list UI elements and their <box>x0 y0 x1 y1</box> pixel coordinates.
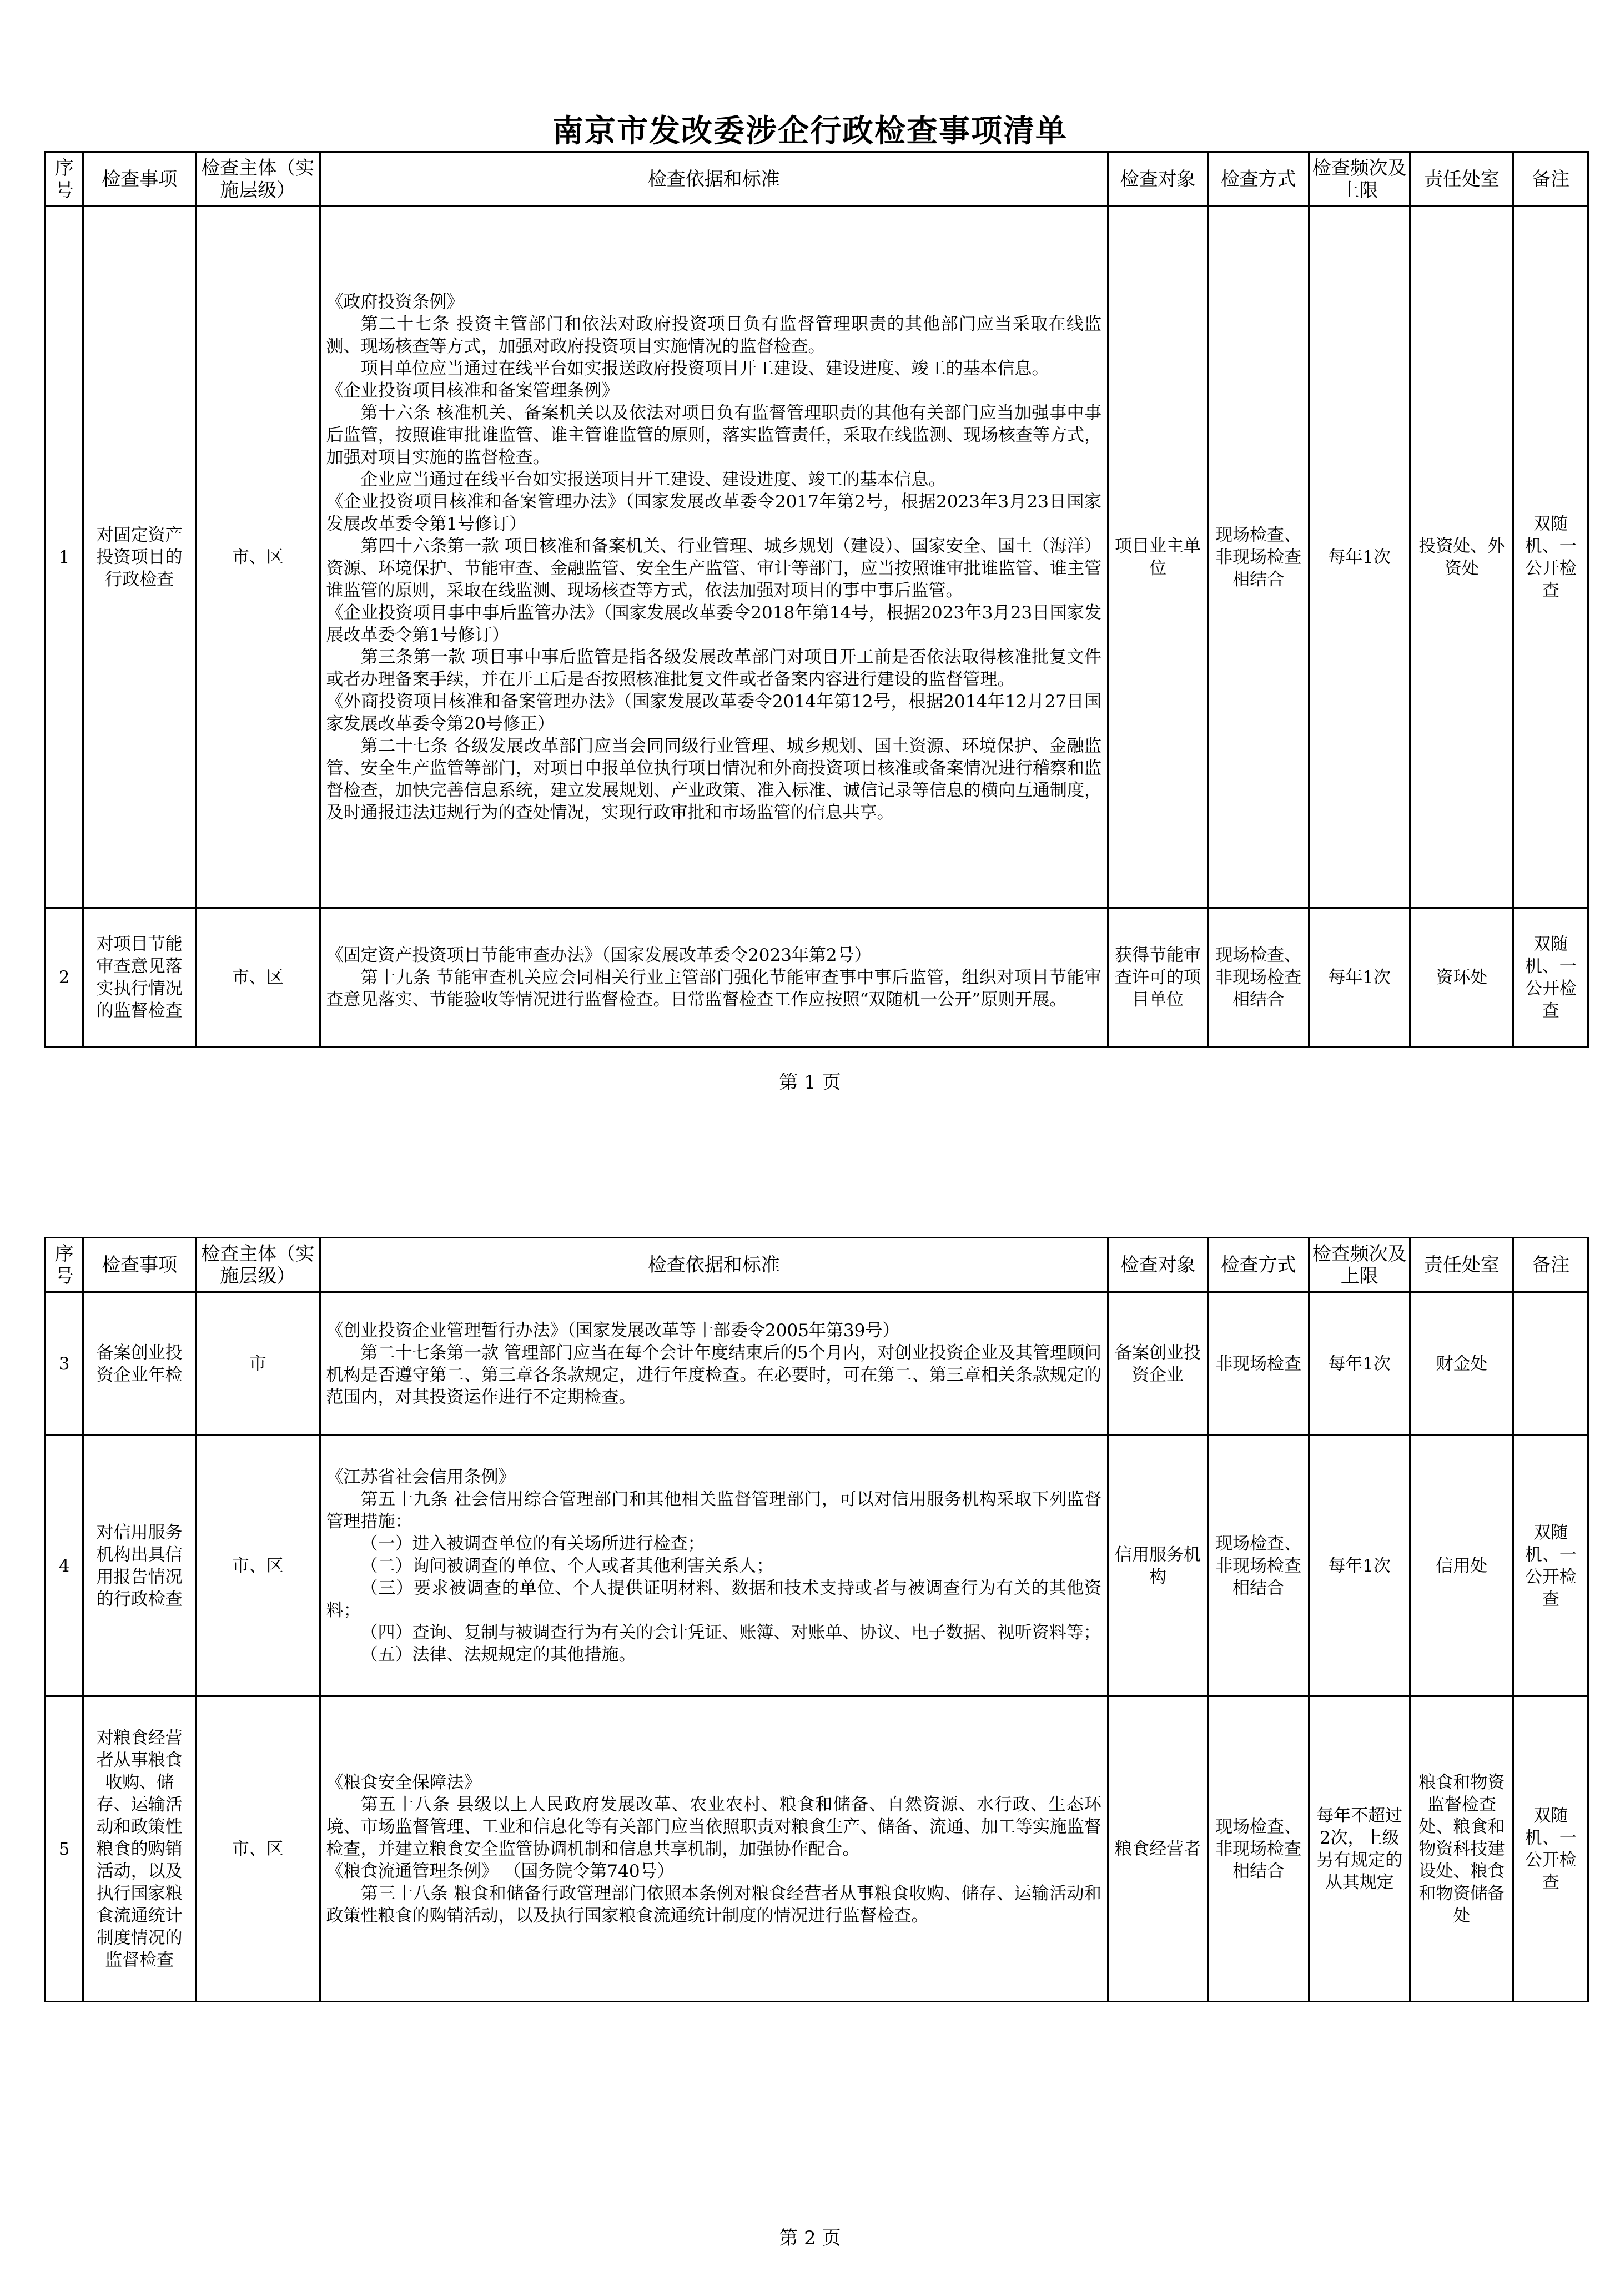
basis-clause: 企业应当通过在线平台如实报送项目开工建设、建设进度、竣工的基本信息。 <box>360 469 946 490</box>
header-note: 备注 <box>1513 1238 1588 1292</box>
row-freq: 每年1次 <box>1309 1436 1410 1696</box>
basis-source: 《企业投资项目事中事后监管办法》（国家发展改革委令2018年第14号，根据2023年3月23日国家发展改革委令第1号修订） <box>326 602 1102 645</box>
basis-clause: 第二十七条 各级发展改革部门应当会同同级行业管理、城乡规划、国土资源、环境保护、金融监管、安全生产监管等部门，对项目申报单位执行项目情况和外商投资项目核准或备案情况进行稽察和监督检查，加快完善信息系统，建立发展规划、产业政策、准入标准、诚信记录等信息的横向互通制度，及时通报违法违规行为的查处情况，实现行政审批和市场监管的信息共享。 <box>326 736 1102 823</box>
basis-source: 《企业投资项目核准和备案管理办法》（国家发展改革委令2017年第2号，根据2023年3月23日国家发展改革委令第1号修订） <box>326 491 1102 534</box>
basis-clause: （三）要求被调查的单位、个人提供证明材料、数据和技术支持或者与被调查行为有关的其他资料； <box>326 1578 1102 1620</box>
basis-source: 《粮食流通管理条例》 （国务院令第740号） <box>326 1861 675 1881</box>
header-row <box>46 1238 1588 1292</box>
header-method: 检查方式 <box>1208 152 1309 207</box>
row-note: 双随机、一公开检查 <box>1513 1696 1588 2002</box>
row-note: 双随机、一公开检查 <box>1513 207 1588 908</box>
row-method: 现场检查、非现场检查相结合 <box>1208 1696 1309 2002</box>
row-item: 对信用服务机构出具信用报告情况的行政检查 <box>83 1436 196 1696</box>
row-subject: 市、区 <box>196 908 320 1047</box>
row-basis <box>320 908 1108 1047</box>
row-basis <box>320 1696 1108 2002</box>
row-seq: 4 <box>46 1436 83 1696</box>
page-number: 第 2 页 <box>779 2227 841 2249</box>
row-object: 备案创业投资企业 <box>1108 1292 1208 1436</box>
row-note <box>1513 1292 1588 1436</box>
basis-source: 《江苏省社会信用条例》 <box>326 1467 516 1487</box>
row-subject: 市、区 <box>196 1436 320 1696</box>
row-note: 双随机、一公开检查 <box>1513 908 1588 1047</box>
basis-clause: （一）进入被调查单位的有关场所进行检查； <box>360 1533 705 1554</box>
header-subject: 检查主体（实施层级） <box>196 152 320 207</box>
table-row <box>46 207 1588 908</box>
row-method: 现场检查、非现场检查相结合 <box>1208 1436 1309 1696</box>
basis-source: 《外商投资项目核准和备案管理办法》（国家发展改革委令2014年第12号，根据2014年12月27日国家发展改革委令第20号修正） <box>326 691 1102 734</box>
inspection-table-page-1 <box>44 151 1589 1048</box>
row-object: 信用服务机构 <box>1108 1436 1208 1696</box>
row-item: 备案创业投资企业年检 <box>83 1292 196 1436</box>
header-seq: 序号 <box>46 152 83 207</box>
row-seq: 5 <box>46 1696 83 2002</box>
basis-clause: 第三条第一款 项目事中事后监管是指各级发展改革部门对项目开工前是否依法取得核准批复文件或者办理备案手续，并在开工后是否按照核准批复文件或者备案内容进行建设的监督管理。 <box>326 647 1102 689</box>
basis-clause: （二）询问被调查的单位、个人或者其他利害关系人； <box>360 1555 774 1576</box>
basis-clause: 第五十八条 县级以上人民政府发展改革、农业农村、粮食和储备、自然资源、水行政、生态环境、市场监督管理、工业和信息化等有关部门应当依照职责对粮食生产、储备、流通、加工等实施监督检查，并建立粮食安全监管协调机制和信息共享机制，加强协作配合。 <box>326 1794 1102 1859</box>
basis-clause: 第二十七条第一款 管理部门应当在每个会计年度结束后的5个月内，对创业投资企业及其管理顾问机构是否遵守第二、第三章各条款规定，进行年度检查。在必要时，可在第二、第三章相关条款规定的范围内，对其投资运作进行不定期检查。 <box>326 1342 1102 1407</box>
basis-clause: 第十六条 核准机关、备案机关以及依法对项目负有监督管理职责的其他有关部门应当加强事中事后监管，按照谁审批谁监管、谁主管谁监管的原则，落实监管责任，采取在线监测、现场核查等方式，加强对项目实施的监督检查。 <box>326 402 1102 467</box>
header-note: 备注 <box>1513 152 1588 207</box>
page-number: 第 1 页 <box>779 1071 841 1094</box>
row-object: 获得节能审查许可的项目单位 <box>1108 908 1208 1047</box>
row-freq: 每年1次 <box>1309 1292 1410 1436</box>
header-subject: 检查主体（实施层级） <box>196 1238 320 1292</box>
header-item: 检查事项 <box>83 152 196 207</box>
table-row <box>46 1436 1588 1696</box>
header-basis: 检查依据和标准 <box>320 152 1108 207</box>
basis-source: 《粮食安全保障法》 <box>326 1772 481 1793</box>
row-dept: 信用处 <box>1410 1436 1513 1696</box>
row-method: 非现场检查 <box>1208 1292 1309 1436</box>
row-freq: 每年不超过2次，上级另有规定的从其规定 <box>1309 1696 1410 2002</box>
basis-clause: （五）法律、法规规定的其他措施。 <box>360 1644 636 1665</box>
row-seq: 3 <box>46 1292 83 1436</box>
row-method: 现场检查、非现场检查相结合 <box>1208 207 1309 908</box>
basis-clause: 第二十七条 投资主管部门和依法对政府投资项目负有监督管理职责的其他部门应当采取在线监测、现场核查等方式，加强对政府投资项目实施情况的监督检查。 <box>326 314 1102 356</box>
row-item: 对固定资产投资项目的行政检查 <box>83 207 196 908</box>
header-dept: 责任处室 <box>1410 1238 1513 1292</box>
row-dept: 资环处 <box>1410 908 1513 1047</box>
row-object: 粮食经营者 <box>1108 1696 1208 2002</box>
row-note: 双随机、一公开检查 <box>1513 1436 1588 1696</box>
basis-source: 《企业投资项目核准和备案管理条例》 <box>326 380 619 401</box>
row-freq: 每年1次 <box>1309 908 1410 1047</box>
row-subject: 市 <box>196 1292 320 1436</box>
table-row <box>46 908 1588 1047</box>
table-row <box>46 1696 1588 2002</box>
basis-clause: 第四十六条第一款 项目核准和备案机关、行业管理、城乡规划（建设）、国家安全、国土（海洋）资源、环境保护、节能审查、金融监管、安全生产监管、审计等部门，应当按照谁审批谁监管、谁主管谁监管的原则，采取在线监测、现场核查等方式，依法加强对项目的事中事后监管。 <box>326 536 1102 601</box>
header-row <box>46 152 1588 207</box>
basis-clause: 第三十八条 粮食和储备行政管理部门依照本条例对粮食经营者从事粮食收购、储存、运输活动和政策性粮食的购销活动，以及执行国家粮食流通统计制度的情况进行监督检查。 <box>326 1883 1102 1926</box>
basis-source: 《政府投资条例》 <box>326 291 464 312</box>
row-object: 项目业主单位 <box>1108 207 1208 908</box>
row-seq: 2 <box>46 908 83 1047</box>
basis-clause: 第十九条 节能审查机关应会同相关行业主管部门强化节能审查事中事后监管，组织对项目节能审查意见落实、节能验收等情况进行监督检查。日常监督检查工作应按照“双随机一公开”原则开展。 <box>326 967 1102 1010</box>
header-basis: 检查依据和标准 <box>320 1238 1108 1292</box>
header-item: 检查事项 <box>83 1238 196 1292</box>
basis-clause: 第五十九条 社会信用综合管理部门和其他相关监督管理部门，可以对信用服务机构采取下列监督管理措施： <box>326 1489 1102 1532</box>
header-freq: 检查频次及上限 <box>1309 152 1410 207</box>
row-dept: 财金处 <box>1410 1292 1513 1436</box>
header-freq: 检查频次及上限 <box>1309 1238 1410 1292</box>
row-method: 现场检查、非现场检查相结合 <box>1208 908 1309 1047</box>
row-freq: 每年1次 <box>1309 207 1410 908</box>
row-subject: 市、区 <box>196 1696 320 2002</box>
row-item: 对粮食经营者从事粮食收购、储存、运输活动和政策性粮食的购销活动，以及执行国家粮食流通统计制度情况的监督检查 <box>83 1696 196 2002</box>
row-seq: 1 <box>46 207 83 908</box>
row-basis <box>320 1292 1108 1436</box>
table-row <box>46 1292 1588 1436</box>
document-title: 南京市发改委涉企行政检查事项清单 <box>552 113 1068 149</box>
header-object: 检查对象 <box>1108 152 1208 207</box>
header-dept: 责任处室 <box>1410 152 1513 207</box>
header-object: 检查对象 <box>1108 1238 1208 1292</box>
row-item: 对项目节能审查意见落实执行情况的监督检查 <box>83 908 196 1047</box>
row-basis <box>320 1436 1108 1696</box>
row-subject: 市、区 <box>196 207 320 908</box>
row-dept: 粮食和物资监督检查处、粮食和物资科技建设处、粮食和物资储备处 <box>1410 1696 1513 2002</box>
inspection-table-page-2 <box>44 1237 1589 2002</box>
header-method: 检查方式 <box>1208 1238 1309 1292</box>
basis-source: 《固定资产投资项目节能审查办法》（国家发展改革委令2023年第2号） <box>326 945 872 965</box>
basis-clause: 项目单位应当通过在线平台如实报送政府投资项目开工建设、建设进度、竣工的基本信息。 <box>360 358 1049 379</box>
basis-source: 《创业投资企业管理暂行办法》（国家发展改革等十部委令2005年第39号） <box>326 1320 900 1341</box>
row-dept: 投资处、外资处 <box>1410 207 1513 908</box>
basis-clause: （四）查询、复制与被调查行为有关的会计凭证、账簿、对账单、协议、电子数据、视听资料等； <box>360 1622 1101 1643</box>
row-basis <box>320 207 1108 908</box>
header-seq: 序号 <box>46 1238 83 1292</box>
